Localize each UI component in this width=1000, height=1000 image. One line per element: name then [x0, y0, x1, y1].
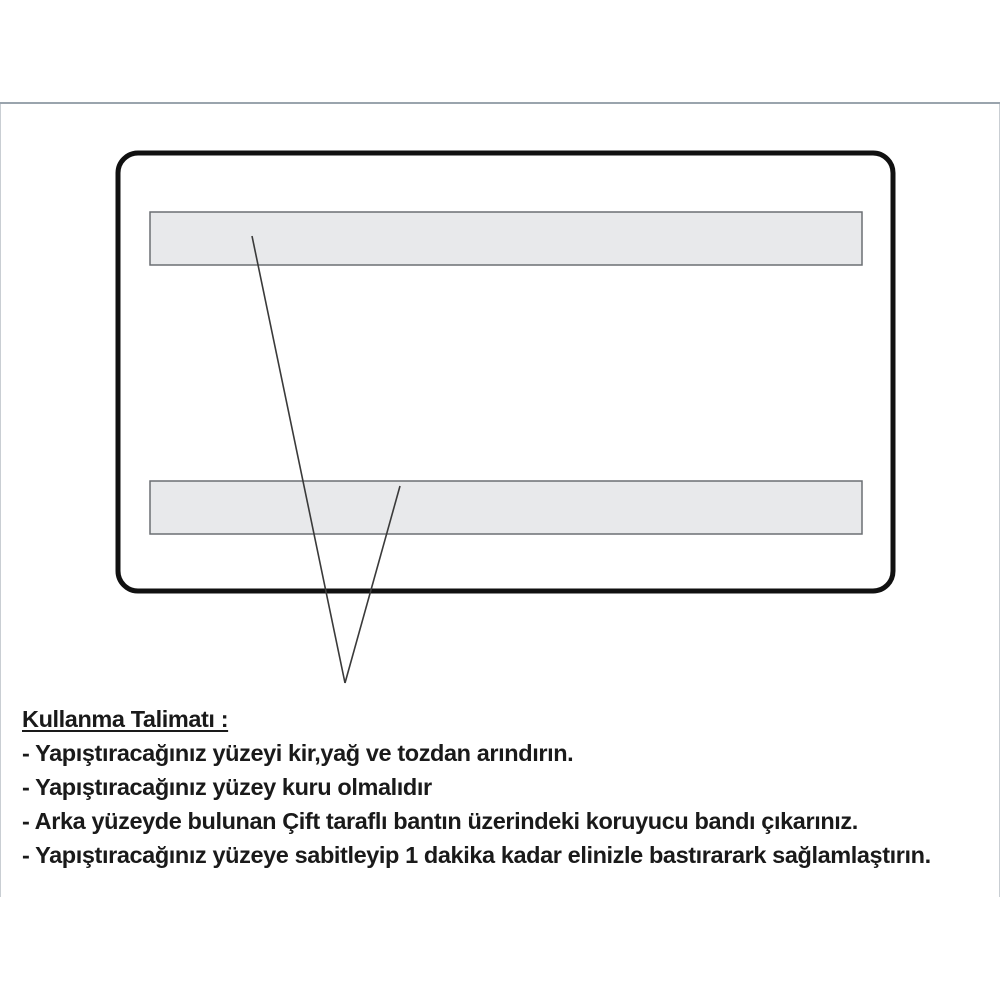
usage-instructions	[22, 702, 997, 872]
adhesive-tape-bottom	[150, 481, 862, 534]
instruction-item: - Yapıştıracağınız yüzeyi kir,yağ ve tozdan arındırın.	[22, 740, 574, 766]
instruction-item: - Arka yüzeyde bulunan Çift taraflı bantın üzerindeki koruyucu bandı çıkarınız.	[22, 808, 858, 834]
instruction-item: - Yapıştıracağınız yüzey kuru olmalıdır	[22, 774, 432, 800]
instruction-item: - Yapıştıracağınız yüzeye sabitleyip 1 dakika kadar elinizle bastırarark sağlamlaştırın.	[22, 842, 931, 868]
instructions-heading: Kullanma Talimatı :	[22, 706, 229, 732]
